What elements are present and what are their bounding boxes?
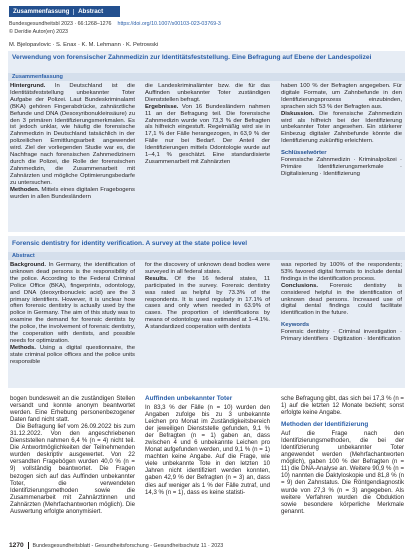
paragraph-label: Diskussion. <box>281 110 315 117</box>
paragraph-text: was reported by 100% of the respondents; 53% favored digital formats to include dental findings in the identification process. <box>281 262 402 282</box>
body-column-1 <box>10 395 135 539</box>
paragraph-text: die Landeskriminalämter bzw. die für das Auffinden unbekannter Toter zuständigen Dienststellen befragt. <box>145 83 270 103</box>
abstract-de-box <box>8 51 405 232</box>
paragraph-text: Using a digital questionnaire, the state criminal police offices and the police units responsible <box>10 344 135 365</box>
keywords-de: Forensische Zahnmedizin · Kriminalpolizei · Primäre Identifizierungsmerkmale · Digitalisierung · Identifizierung <box>281 157 402 177</box>
paragraph <box>10 345 135 366</box>
body-paragraph: Auf die Frage nach den Identifizierungsmethoden, die bei der Identifizierung unbekannter Toter angewendet werden (Mehrfachantworten möglich), gaben 100 % der Befragten (n = 11) die DNA-Analyse an. Weitere 90,9 % (n = 10) nannten die Daktyloskopie und 81,8 % (n = 9) den Zahnstatus. Die Röntgendiagnostik wurde von 27,3 % (n = 3) angegeben. Als weitere Verfahren wurden die Obduktion sowie besondere körperliche Merkmale genannt. <box>281 430 404 515</box>
abstract-de-heading-band <box>8 73 405 81</box>
paragraph <box>10 83 135 187</box>
citation-line <box>9 21 221 28</box>
abstract-de-column-2 <box>145 83 270 229</box>
abstract-en-box <box>8 236 405 388</box>
citation: Bundesgesundheitsbl 2023 · 66:1268–1276 <box>9 21 112 27</box>
paragraph <box>10 187 135 201</box>
paragraph <box>145 83 270 104</box>
paragraph-label: Hintergrund. <box>10 83 46 89</box>
paragraph-label: Results. <box>145 275 168 282</box>
doi-link[interactable]: https://doi.org/10.1007/s00103-023-03769-3 <box>117 21 221 27</box>
paragraph-label: Methoden. <box>10 186 40 193</box>
paragraph <box>145 276 270 331</box>
paragraph-text: Of the 16 federal states, 11 participated in the survey. Forensic dentistry was rated as helpful by 73.3% of the respondents. It is used regularly in 17.1% of cases and only when needed in 63.9% of cases. The proportion of identifications by means of odontology was estimated at 1–4.1%. A standardized cooperation with dentists <box>145 275 270 331</box>
paragraph-text: haben 100 % der Befragten angegeben. Für digitale Formate, um Zahnbefunde in den Identifizierungsprozess einzubinden, sprachen sich 53 % der Befragten aus. <box>281 83 402 110</box>
article-title-de: Verwendung von forensischer Zahnmedizin zur Identitätsfeststellung. Eine Befragung auf Ebene der Landespolizei <box>12 54 372 61</box>
tab-zusammenfassung: Zusammenfassung <box>13 8 70 15</box>
tab-abstract: Abstract <box>78 8 104 15</box>
keywords-heading-en: Keywords <box>281 322 310 329</box>
abstract-de-column-3 <box>281 83 402 229</box>
paragraph <box>145 262 270 276</box>
section-heading: Methoden der Identifizierung <box>281 421 369 429</box>
paragraph-label: Conclusions. <box>281 282 318 289</box>
paragraph-label: Methods. <box>10 344 36 351</box>
paragraph <box>281 111 402 146</box>
abstract-en-column-2 <box>145 262 270 385</box>
abstract-en-heading-band <box>8 252 405 260</box>
paragraph-text: for the discovery of unknown dead bodies were surveyed in all federal states. <box>145 262 270 275</box>
body-paragraph: sche Befragung gibt, das sich bei 17,3 % (n = 1) auf die letzten 12 Monate bezieht; sonst erfolgte keine Angabe. <box>281 395 404 417</box>
keywords-en: Forensic dentistry · Criminal investigation · Primary identifiers · Digitization · Identification <box>281 329 402 343</box>
body-column-3 <box>281 395 404 539</box>
section-heading: Auffinden unbekannter Toter <box>145 395 233 402</box>
paragraph-label: Ergebnisse. <box>145 103 179 110</box>
article-title-en: Forensic dentistry for identity verification. A survey at the state police level <box>12 240 248 247</box>
page-number: 1270 <box>9 542 24 549</box>
paragraph <box>281 83 402 111</box>
section-tab <box>9 6 120 17</box>
paragraph-text: In Deutschland ist die Identitätsfeststellung unbekannter Toter Aufgabe der Polizei. Laut Bundeskriminalamt (BKA) gehören Fingerabdrücke, zahnärztliche Befunde und DNA (Desoxyribonukleinsäure) zu den 3 primären Identifizierungsmerkmalen. Es ist jedoch unklar, wie häufig die forensische Zahnmedizin in Deutschland tatsächlich in der polizeilichen Ermittlungsarbeit angewendet wird. Ziel der vorliegenden Studie war es, die Nachfrage nach forensischen Zahnmedizinern durch die Polizei, die Rolle der forensischen Zahnmedizin, die Zusammenarbeit mit Zahnärzten und mögliche Optimierungsbedarfe zu untersuchen. <box>10 83 135 186</box>
abstract-en-column-1 <box>10 262 135 385</box>
abstract-en-column-3 <box>281 262 402 385</box>
author-list: M. Bjelopavlovic · S. Enax · K. M. Lehmann · K. Petrowski <box>9 42 159 48</box>
paragraph-text: In Germany, the identification of unknown dead persons is the responsibility of the police. According to the Federal Criminal Police Office (BKA), fingerprints, odontology, and DNA (deoxyribonucleic acid) are the 3 primary identifiers. However, it is unclear how often forensic dentistry is actually used by the police in Germany. The aim of this study was to examine the demand for forensic dentists by the police, the involvement of forensic dentistry, the cooperation with dentists, and possible needs for optimization. <box>10 262 135 344</box>
body-column-2 <box>145 395 270 539</box>
body-paragraph: Die Befragung lief vom 26.09.2022 bis zum 31.12.2022. Von den angeschriebenen Dienststellen nahmen 6,4 % (n = 4) nicht teil. Die Antwortmöglichkeiten der Teilnehmenden wurden deskriptiv ausgewertet. Von 22 versandten Fragebögen wurden 40,0 % (n = 9) vollständig beantwortet. Die Fragen bezogen sich auf das Auffinden unbekannter Toter, die verwendeten Identifizierungsmethoden sowie die Zusammenarbeit mit Zahnärztinnen und Zahnärzten (Mehrfachantworten möglich). Die Auswertung erfolgte anonymisiert. <box>10 423 135 515</box>
footer-divider <box>28 542 29 549</box>
paragraph-text: Von 16 Bundesländern nahmen 11 an der Befragung teil. Die forensische Zahnmedizin wurde von 73,3 % der Befragten als hilfreich eingestuft. Regelmäßig wird sie in 17,1 % der Fälle herangezogen, in 63,9 % der Fälle nur bei Bedarf. Der Anteil der Identifizierungen mittels Odontologie wurde auf 1–4,1 % geschätzt. Eine standardisierte Zusammenarbeit mit Zahnärzten <box>145 103 270 165</box>
abstract-de-column-1 <box>10 83 135 229</box>
abstract-en-heading: Abstract <box>12 253 35 259</box>
abstract-de-heading: Zusammenfassung <box>12 74 63 80</box>
paragraph <box>10 262 135 345</box>
paragraph-text: Forensic dentistry is considered helpful in the identification of unknown dead persons. Increased use of digital dental findings could facilitate identification in the future. <box>281 282 402 317</box>
paragraph-text: Die forensische Zahnmedizin wird als hilfreich bei der Identifizierung unbekannter Toter angesehen. Ein stärkerer Einbezug digitaler Zahnbefunde könnte die Identifizierung zukünftig erleichtern. <box>281 110 402 145</box>
body-paragraph: In 83,3 % der Fälle (n = 10) wurden den Angaben zufolge bis zu 3 unbekannte Leichen pro Monat im Zuständigkeitsbereich der jeweiligen Dienststelle gefunden, 9,1 % der Befragten (n = 1) gaben an, dass zwischen 4 und 6 unbekannte Leichen pro Monat aufgefunden werden, und 9,1 % (n = 1) machten keine Angabe. Auf die Frage, wie viele unbekannte Tote in den letzten 10 Jahren nicht identifiziert werden konnten, gaben 42,9 % der Befragten (n = 3) an, dass dies auf weniger als 1 % der Fälle zutraf, und 14,3 % (n = 1), dass es keine statisti- <box>145 404 270 496</box>
keywords-heading-de: Schlüsselwörter <box>281 150 327 157</box>
journal-name: Bundesgesundheitsblatt - Gesundheitsforschung - Gesundheitsschutz 11 · 2023 <box>32 542 224 549</box>
paragraph-label: Background. <box>10 262 47 268</box>
paragraph <box>281 262 402 283</box>
page-footer <box>9 541 405 550</box>
paragraph <box>145 104 270 166</box>
paragraph-text: Mittels eines digitalen Fragebogens wurden in allen Bundesländern <box>10 186 135 200</box>
body-paragraph: bogen bundesweit an die zuständigen Stellen versandt und konnte anonym beantwortet werden. Eine Erhebung personenbezogener Daten fand nicht statt. <box>10 395 135 424</box>
paragraph <box>281 283 402 318</box>
copyright: © Der/die Autor(en) 2023 <box>9 29 68 35</box>
